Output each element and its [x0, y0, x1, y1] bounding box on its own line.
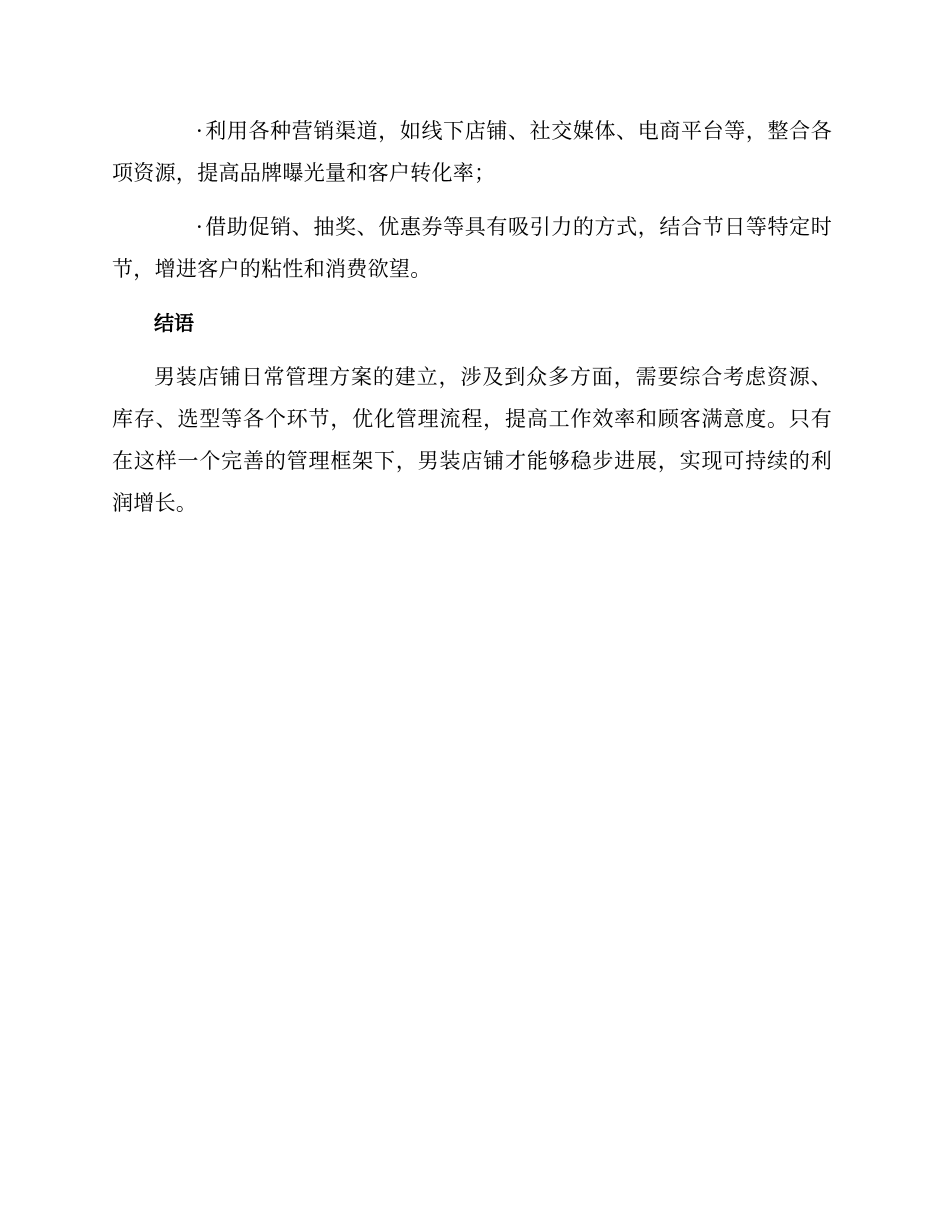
conclusion-heading: 结语: [154, 311, 194, 335]
bullet-paragraph-promotions: [112, 206, 832, 290]
bullet-marker: ·: [196, 215, 203, 239]
conclusion-paragraph: 男装店铺日常管理方案的建立，涉及到众多方面，需要综合考虑资源、库存、选型等各个环节，优化管理流程，提高工作效率和顾客满意度。只有在这样一个完善的管理框架下，男装店铺才能够稳步进展，实现可持续的利润增长。: [112, 365, 832, 515]
document-body: [112, 110, 832, 524]
bullet-text: 利用各种营销渠道，如线下店铺、社交媒体、电商平台等，整合各项资源，提高品牌曝光量和客户转化率；: [112, 119, 832, 185]
bullet-text: 借助促销、抽奖、优惠券等具有吸引力的方式，结合节日等特定时节，增进客户的粘性和消费欲望。: [112, 215, 832, 281]
bullet-marker: ·: [196, 119, 203, 143]
bullet-paragraph-marketing-channels: [112, 110, 832, 194]
